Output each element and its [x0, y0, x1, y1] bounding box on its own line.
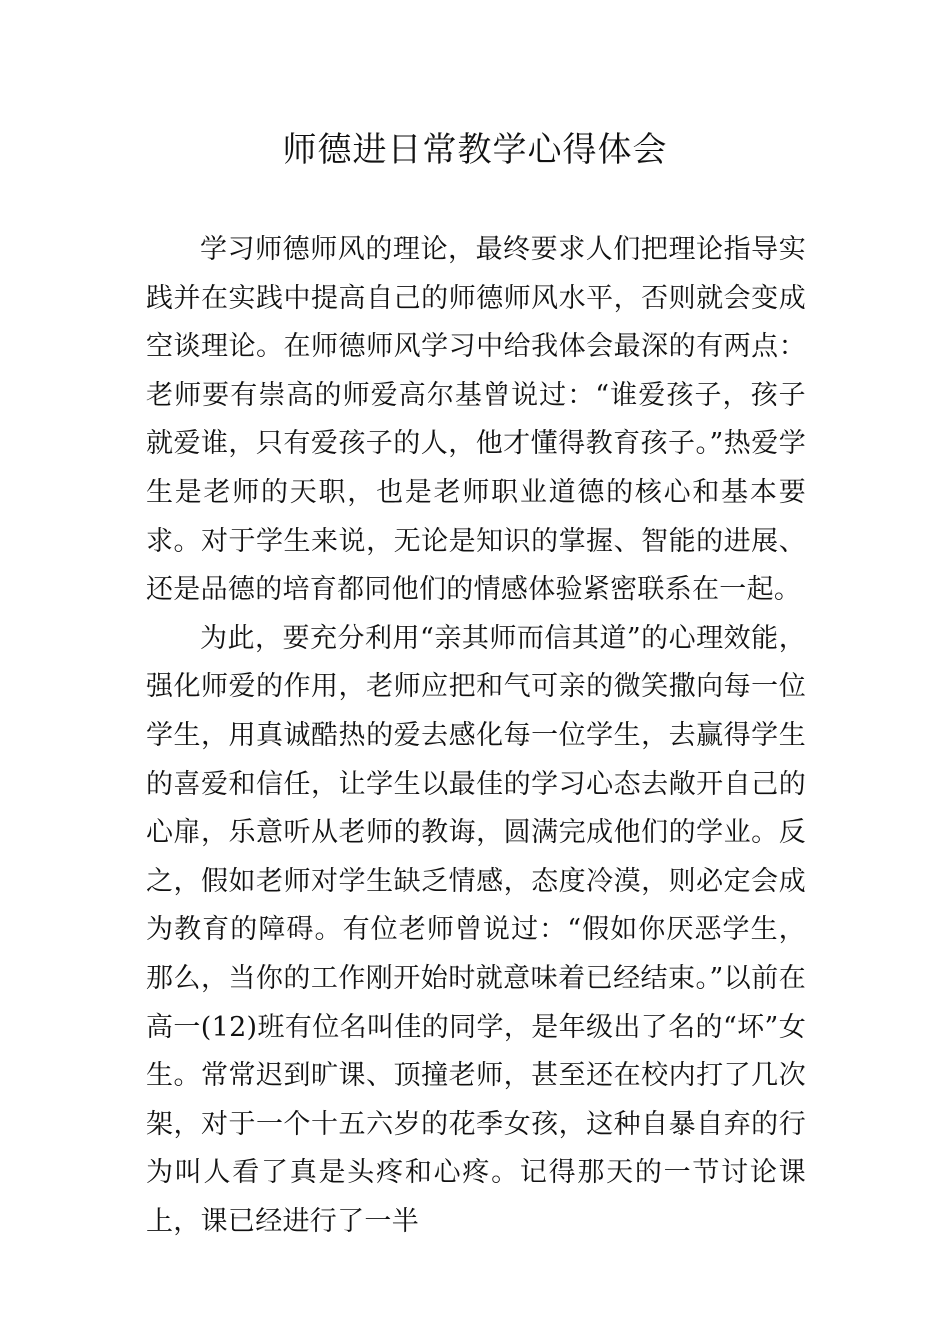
document-body	[146, 226, 806, 1246]
document-title: 师德进日常教学心得体会	[282, 130, 668, 170]
paragraph-1: 学习师德师风的理论，最终要求人们把理论指导实践并在实践中提高自己的师德师风水平，否则就会变成空谈理论。在师德师风学习中给我体会最深的有两点：老师要有崇高的师爱高尔基曾说过：“谁爱孩子，孩子就爱谁，只有爱孩子的人，他才懂得教育孩子。”热爱学生是老师的天职，也是老师职业道德的核心和基本要求。对于学生来说，无论是知识的掌握、智能的进展、还是品德的培育都同他们的情感体验紧密联系在一起。	[146, 234, 806, 606]
paragraph-2: 为此，要充分利用“亲其师而信其道”的心理效能，强化师爱的作用，老师应把和气可亲的微笑撒向每一位学生，用真诚酷热的爱去感化每一位学生，去赢得学生的喜爱和信任，让学生以最佳的学习心态去敞开自己的心扉，乐意听从老师的教诲，圆满完成他们的学业。反之，假如老师对学生缺乏情感，态度冷漠，则必定会成为教育的障碍。有位老师曾说过：“假如你厌恶学生，那么，当你的工作刚开始时就意味着已经结束。”以前在高一(12)班有位名叫佳的同学，是年级出了名的“坏”女生。常常迟到旷课、顶撞老师，甚至还在校内打了几次架，对于一个十五六岁的花季女孩，这种自暴自弃的行为叫人看了真是头疼和心疼。记得那天的一节讨论课上，课已经进行了一半	[146, 622, 806, 1237]
